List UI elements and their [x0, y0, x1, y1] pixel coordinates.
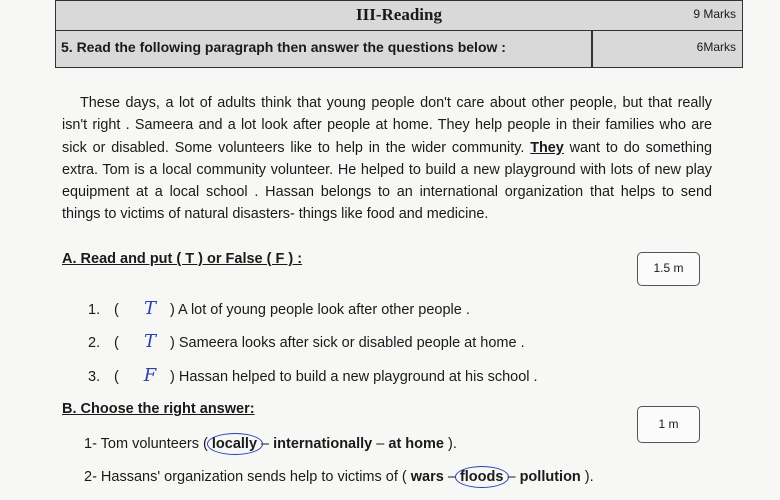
mc-option-selected[interactable]: floods	[459, 469, 504, 485]
tf-open-paren: (	[114, 335, 119, 351]
tf-open-paren: (	[114, 302, 119, 318]
tf-open-paren: (	[114, 369, 119, 385]
section-b-title: B. Choose the right answer:	[62, 401, 255, 417]
mc-close: ).	[580, 469, 594, 485]
section-b-marks-box: 1 m	[637, 406, 700, 443]
mc-option[interactable]: at home	[388, 436, 444, 452]
tf-statement: ) A lot of young people look after other people .	[170, 302, 470, 318]
tf-answer[interactable]: T	[143, 331, 156, 352]
section-a-title: A. Read and put ( T ) or False ( F ) :	[62, 251, 303, 267]
table-divider	[591, 31, 593, 67]
section-header-row	[56, 1, 742, 31]
reading-passage	[62, 92, 712, 226]
mc-option-selected[interactable]: locally	[211, 436, 258, 452]
tf-statement: ) Hassan helped to build a new playground at his school .	[170, 369, 538, 385]
tf-number: 3.	[88, 369, 101, 385]
tf-statement: ) Sameera looks after sick or disabled people at home .	[170, 335, 525, 351]
tf-item-2	[88, 331, 525, 352]
question-marks: 6Marks	[696, 40, 736, 54]
passage-text-2: want to do something extra. Tom is a local community volunteer. He helped to build a new playground with lots of new play equipment at a local school . Hassan belongs to an international organization that helps to send things to victims of natural disasters- things like food and medicine.	[62, 139, 712, 223]
mc-separator: –	[372, 436, 389, 452]
mc-close: ).	[443, 436, 457, 452]
tf-answer[interactable]: T	[143, 298, 156, 319]
mc-option[interactable]: internationally	[273, 436, 373, 452]
mc-separator: –	[503, 469, 520, 485]
tf-answer[interactable]: F	[143, 365, 157, 386]
mc-separator: –	[257, 436, 274, 452]
passage-they-word: They	[530, 139, 564, 156]
tf-item-3	[88, 365, 538, 386]
section-a-marks-box: 1.5 m	[637, 252, 700, 286]
mc-question: 2- Hassans' organization sends help to victims of (	[84, 469, 411, 485]
mc-item-2	[84, 469, 594, 485]
mc-option[interactable]: pollution	[519, 469, 581, 485]
section-marks: 9 Marks	[693, 7, 736, 21]
mc-question: 1- Tom volunteers (	[84, 436, 212, 452]
section-header-table	[55, 0, 743, 68]
tf-item-1	[88, 298, 470, 319]
question-title: 5. Read the following paragraph then answer the questions below :	[61, 39, 506, 55]
mc-option[interactable]: wars	[410, 469, 444, 485]
mc-separator: –	[443, 469, 460, 485]
tf-number: 2.	[88, 335, 101, 351]
question-header-row	[56, 31, 742, 67]
section-title: III-Reading	[356, 5, 442, 24]
mc-item-1	[84, 436, 457, 452]
tf-number: 1.	[88, 302, 101, 318]
passage-text-1: These days, a lot of adults think that young people don't care about other people, but that really isn't right . Sameera and a lot look after people at home. They help people in their families who are sick or disabled. Some volunteers like to help in the wider community.	[62, 95, 712, 156]
